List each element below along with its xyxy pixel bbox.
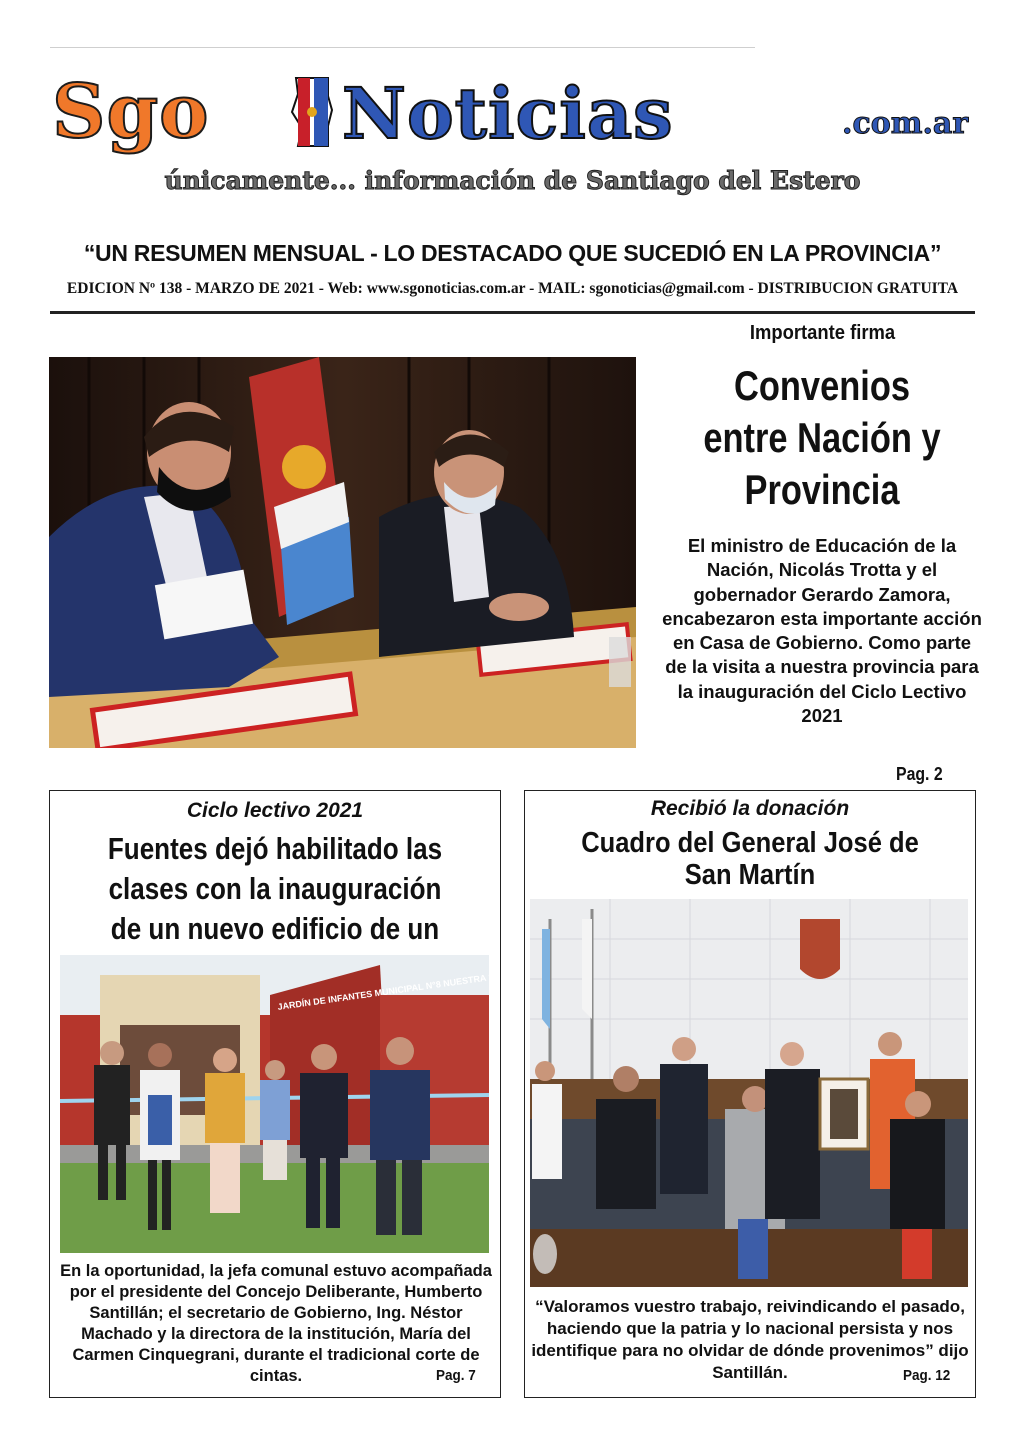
brand-sgo: Sgo [52,69,210,155]
story-box-left [49,790,501,1398]
top-hairline [50,47,755,48]
story-box-right [524,790,976,1398]
story-right-headline: Cuadro del General José de San Martín [581,827,919,891]
story-left-headline: Fuentes dejó habilitado las clases con la inauguración de un nuevo edificio de un [107,831,443,946]
lead-photo [49,357,636,748]
story-right-kicker: Recibió la donación [650,797,850,820]
story-right-page-ref: Pag. 12 [903,1367,951,1384]
lead-body: El ministro de Educación de la Nación, Nicolás Trotta y el gobernador Gerardo Zamora, encabezaron esta importante acción en Casa de Gobierno. Como parte de la visita a nuestra provincia para la inauguración del Ciclo Lectivo 2021 [662,535,982,727]
council-photo [530,899,968,1287]
summary-line: “UN RESUMEN MENSUAL - LO DESTACADO QUE SUCEDIÓ EN LA PROVINCIA” [83,240,942,266]
province-flag-icon [290,76,334,148]
brand-domain: .com.ar [842,106,969,141]
story-right-caption: “Valoramos vuestro trabajo, reivindicando el pasado, haciendo que la patria y lo nacional persista y nos identifique para no olvidar de dónde provenimos” dijo Santillán. [531,1297,969,1382]
masthead-tagline: únicamente... información de Santiago del Estero [164,166,861,195]
brand-noticias: Noticias [342,72,674,155]
story-left-kicker: Ciclo lectivo 2021 [186,799,364,822]
lead-page-ref: Pag. 2 [896,764,943,784]
lead-kicker: Importante firma [749,322,896,344]
masthead [52,69,977,155]
kindergarten-photo [60,955,489,1253]
story-left-page-ref: Pag. 7 [436,1367,476,1384]
lead-headline: Convenios entre Nación y Provincia [703,362,941,513]
story-left-caption: En la oportunidad, la jefa comunal estuvo acompañada por el presidente del Concejo Deliberante, Humberto Santillán; el secretario de Gobierno, Ing. Néstor Machado y la directora de la institución, María del Carmen Cinquegrani, durante el tradicional corte de cintas. [60,1262,492,1385]
header-rule [50,311,975,314]
edition-line: EDICION Nº 138 - MARZO DE 2021 - Web: www.sgonoticias.com.ar - MAIL: sgonoticias@gmail.com - DISTRIBUCION GRATUITA [66,280,959,297]
